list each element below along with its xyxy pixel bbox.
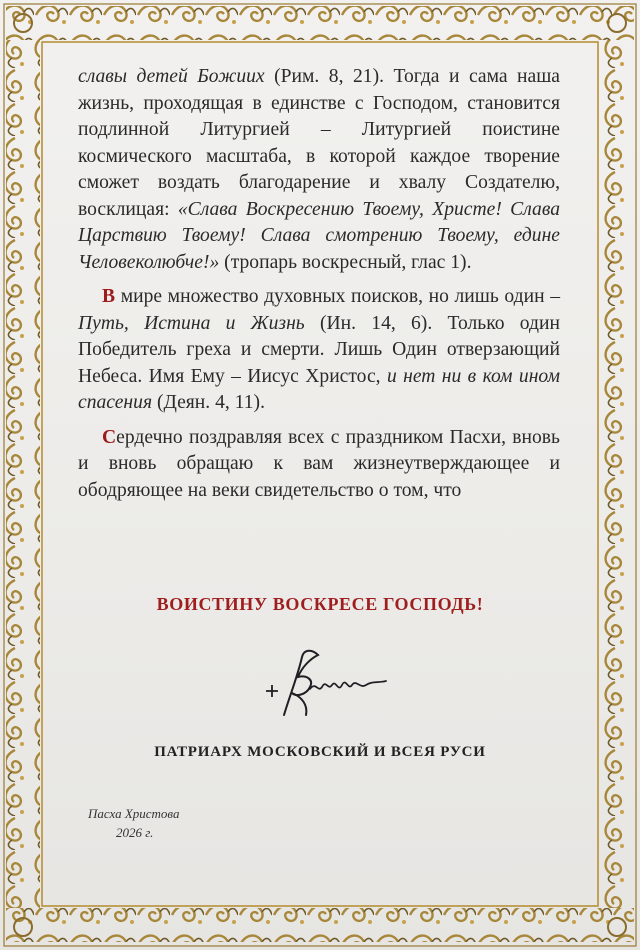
handwritten-signature	[262, 645, 392, 725]
paragraph-2-text-cont: (Ин. 14, 6). Только один Победитель греха и смерти. Лишь Один отверзающий Небеса. Имя Ему – Иисус Христос,	[78, 312, 560, 387]
date-occasion: Пасха Христова	[88, 806, 180, 821]
letter-body	[78, 64, 560, 512]
acts-reference: (Деян. 4, 11).	[152, 392, 265, 413]
drop-initial: С	[102, 426, 117, 448]
troparion-reference: (тропарь воскресный, глас 1).	[219, 251, 472, 273]
paragraph-2-text: мире множество духовных поисков, но лишь один –	[115, 286, 560, 307]
date-block	[88, 804, 228, 842]
paragraph-2	[78, 284, 560, 417]
paschal-acclamation: ВОИСТИНУ ВОСКРЕСЕ ГОСПОДЬ!	[156, 594, 484, 614]
date-year: 2026 г.	[116, 825, 154, 840]
paragraph-3	[78, 425, 560, 505]
drop-initial: В	[102, 286, 116, 307]
quote-way-truth-life: Путь, Истина и Жизнь	[78, 312, 305, 334]
quote-no-other-salvation: и нет ни в ком ином спасения	[78, 365, 560, 413]
signatory-title: ПАТРИАРХ МОСКОВСКИЙ И ВСЕЯ РУСИ	[154, 744, 486, 760]
quote-glory-of-children: славы детей Божиих	[78, 66, 265, 87]
paragraph-1	[78, 64, 560, 276]
quote-troparion: «Слава Воскресению Твоему, Христе! Слава Царствию Твоему! Слава смотрению Твоему, едине Человеколюбче!»	[78, 198, 560, 273]
paragraph-1-text: (Рим. 8, 21). Тогда и сама наша жизнь, проходящая в единстве с Господом, становится подлинной Литургией – Литургией поистине космического масштаба, в которой каждое творение сможет воздать благодарение и хвалу Создателю, восклицая:	[78, 66, 560, 220]
paragraph-3-text: ердечно поздравляя всех с праздником Пасхи, вновь и вновь обращаю к вам жизнеутверждающее и ободряющее на веки свидетельство о том, что	[78, 426, 560, 501]
